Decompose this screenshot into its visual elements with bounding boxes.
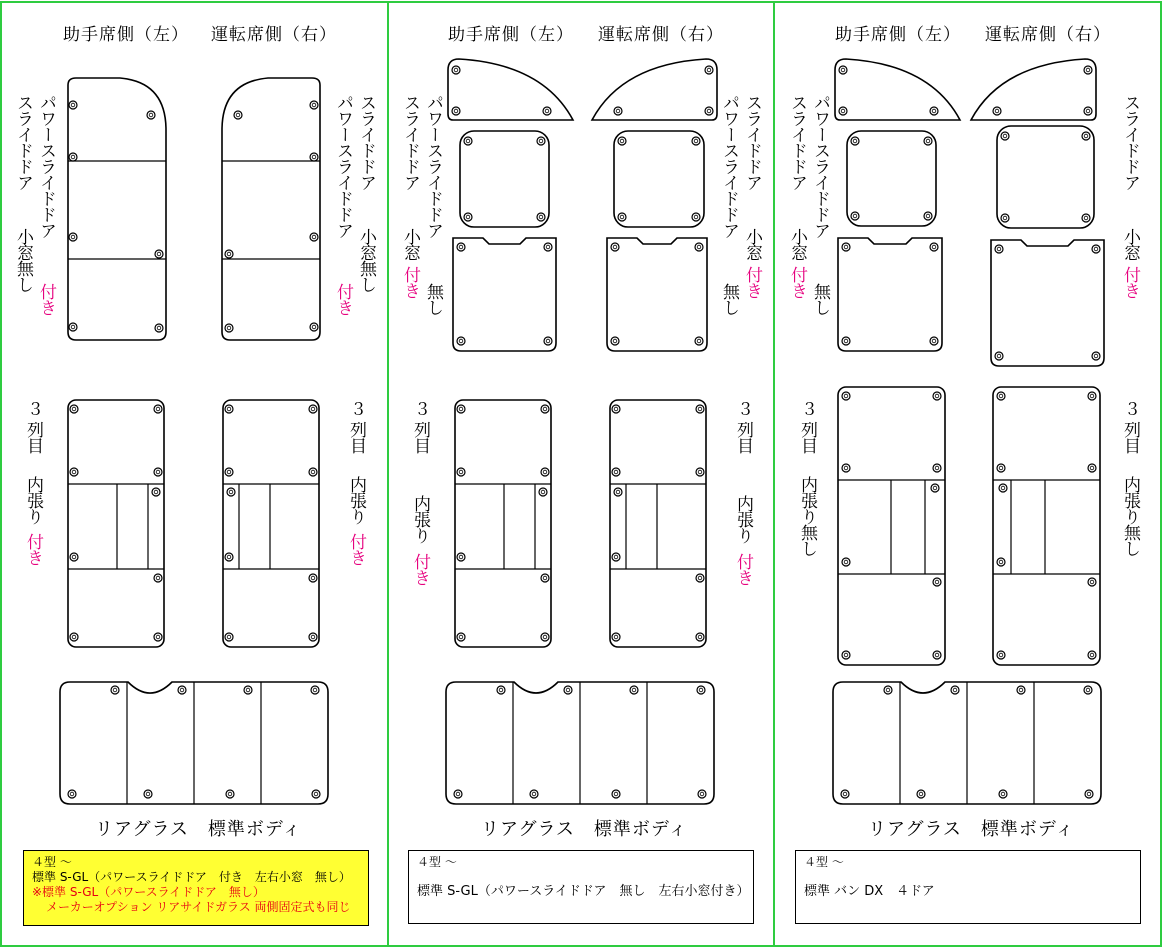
mount-hole [225, 553, 233, 561]
mount-hole [611, 243, 619, 251]
mount-hole [69, 233, 77, 241]
mount-hole [457, 633, 465, 641]
mount-hole [227, 488, 235, 496]
mount-hole [841, 790, 849, 798]
mount-hole [178, 686, 186, 694]
mount-hole [995, 352, 1003, 360]
label-interior-trim: 内張り [410, 495, 430, 543]
label-with: 付き [23, 533, 43, 565]
door-lower-shade [838, 238, 942, 351]
note-line: 標準 S-GL（パワースライドドア 付き 左右小窓 無し） [32, 870, 351, 884]
mount-hole [539, 488, 547, 496]
label-slide-door: スライドドア [356, 94, 376, 190]
label-slide-door: スライドドア [400, 94, 420, 190]
mount-hole [930, 243, 938, 251]
mount-hole [537, 137, 545, 145]
label-power-slide-door: パワースライドドア [36, 94, 56, 238]
label-no-interior-trim: 内張り無し [797, 476, 817, 556]
mount-hole [1017, 686, 1025, 694]
note-line-red: ※標準 S-GL（パワースライドドア 無し） [32, 885, 265, 899]
quarter-window-shade [592, 59, 717, 120]
mount-hole [234, 111, 242, 119]
mount-hole [997, 558, 1005, 566]
note-line-red: メーカーオプション リアサイドガラス 両側固定式も同じ [46, 900, 351, 914]
mount-hole [993, 107, 1001, 115]
mount-hole [564, 686, 572, 694]
mount-hole [1088, 578, 1096, 586]
label-row3: 列目 [797, 421, 817, 453]
door-lower-shade [453, 238, 556, 351]
mount-hole [917, 790, 925, 798]
mount-hole [930, 337, 938, 345]
mount-hole [695, 243, 703, 251]
mount-hole [997, 464, 1005, 472]
label-row3: 列目 [410, 421, 430, 453]
mount-hole [924, 137, 932, 145]
label-with: 付き [36, 283, 56, 315]
note-line: 標準 バン DX ４ドア [804, 884, 935, 899]
mount-hole [541, 633, 549, 641]
small-window-shade [460, 131, 549, 227]
mount-hole [226, 790, 234, 798]
mount-hole [933, 464, 941, 472]
mount-hole [997, 392, 1005, 400]
mount-hole [705, 66, 713, 74]
label-slide-door: スライドドア [1120, 94, 1140, 190]
mount-hole [457, 405, 465, 413]
mount-hole [309, 633, 317, 641]
mount-hole [457, 337, 465, 345]
mount-hole [612, 405, 620, 413]
mount-hole [884, 686, 892, 694]
mount-hole [312, 790, 320, 798]
mount-hole [155, 324, 163, 332]
mount-hole [457, 468, 465, 476]
mount-hole [70, 633, 78, 641]
small-window-shade [847, 131, 936, 226]
label-slide-door: スライドドア [787, 94, 807, 190]
mount-hole [695, 337, 703, 345]
label-with: 付き [742, 266, 762, 298]
label-with: 付き [1120, 266, 1140, 298]
mount-hole [697, 686, 705, 694]
third-row-shade [455, 400, 551, 647]
mount-hole [933, 578, 941, 586]
mount-hole [933, 651, 941, 659]
mount-hole [68, 790, 76, 798]
note-model: ４型 ～ [417, 855, 457, 869]
mount-hole [839, 66, 847, 74]
label-none: 無し [719, 283, 739, 315]
mount-hole [225, 324, 233, 332]
label-no-interior-trim: 内張り無し [1120, 476, 1140, 556]
mount-hole [1092, 245, 1100, 253]
mount-hole [310, 323, 318, 331]
third-row-shade [68, 400, 164, 647]
mount-hole [951, 686, 959, 694]
mount-hole [464, 213, 472, 221]
mount-hole [497, 686, 505, 694]
mount-hole [933, 392, 941, 400]
mount-hole [69, 323, 77, 331]
mount-hole [310, 101, 318, 109]
note-line: 標準 S-GL（パワースライドドア 無し 左右小窓付き） [417, 884, 750, 899]
label-interior-trim: 内張り [733, 495, 753, 543]
mount-hole [541, 574, 549, 582]
header-driver-side: 運転席側（右） [211, 25, 337, 45]
mount-hole [309, 468, 317, 476]
mount-hole [611, 337, 619, 345]
label-with: 付き [733, 553, 753, 585]
label-power-slide-door: パワースライドドア [423, 94, 443, 238]
label-row3: 列目 [23, 421, 43, 453]
label-small-window: 小窓 [1120, 228, 1140, 260]
mount-hole [244, 686, 252, 694]
mount-hole [630, 686, 638, 694]
third-row-shade [993, 387, 1100, 665]
header-passenger-side: 助手席側（左） [448, 25, 574, 45]
label-none: 無し [810, 283, 830, 315]
caption-rear-glass: リアグラス 標準ボディ [868, 819, 1075, 840]
label-none: 無し [423, 283, 443, 315]
label-row3-number: ３ [410, 400, 430, 416]
mount-hole [842, 651, 850, 659]
mount-hole [614, 488, 622, 496]
mount-hole [1001, 132, 1009, 140]
mount-hole [999, 484, 1007, 492]
mount-hole [154, 633, 162, 641]
label-row3-number: ３ [346, 400, 366, 416]
mount-hole [1082, 214, 1090, 222]
quarter-window-shade [448, 59, 573, 120]
mount-hole [842, 243, 850, 251]
mount-hole [612, 553, 620, 561]
mount-hole [696, 405, 704, 413]
mount-hole [842, 337, 850, 345]
label-with: 付き [346, 533, 366, 565]
mount-hole [1082, 132, 1090, 140]
mount-hole [310, 233, 318, 241]
mount-hole [147, 111, 155, 119]
mount-hole [692, 213, 700, 221]
label-row3-number: ３ [733, 400, 753, 416]
mount-hole [851, 212, 859, 220]
label-with: 付き [333, 283, 353, 315]
mount-hole [612, 633, 620, 641]
mount-hole [1088, 464, 1096, 472]
label-with: 付き [400, 266, 420, 298]
label-interior-trim: 内張り [346, 476, 366, 524]
caption-rear-glass: リアグラス 標準ボディ [95, 819, 302, 840]
mount-hole [1084, 66, 1092, 74]
label-small-window: 小窓 [400, 228, 420, 260]
header-passenger-side: 助手席側（左） [63, 25, 189, 45]
mount-hole [225, 468, 233, 476]
mount-hole [544, 337, 552, 345]
mount-hole [1088, 392, 1096, 400]
small-window-shade [614, 131, 704, 227]
mount-hole [698, 790, 706, 798]
mount-hole [995, 245, 1003, 253]
mount-hole [225, 405, 233, 413]
third-row-shade [610, 400, 706, 647]
label-slide-door: スライドドア [13, 94, 33, 190]
label-no-small-window: 小窓無し [356, 228, 376, 292]
mount-hole [997, 651, 1005, 659]
mount-hole [842, 464, 850, 472]
mount-hole [614, 107, 622, 115]
mount-hole [311, 686, 319, 694]
mount-hole [543, 107, 551, 115]
label-with: 付き [410, 553, 430, 585]
mount-hole [225, 250, 233, 258]
label-row3-number: ３ [797, 400, 817, 416]
mount-hole [851, 137, 859, 145]
mount-hole [692, 137, 700, 145]
third-row-shade [223, 400, 319, 647]
mount-hole [696, 633, 704, 641]
label-with: 付き [787, 266, 807, 298]
mount-hole [618, 213, 626, 221]
note-model: ４型 ～ [804, 855, 844, 869]
header-passenger-side: 助手席側（左） [835, 25, 961, 45]
mount-hole [152, 488, 160, 496]
door-lower-shade [607, 238, 707, 351]
mount-hole [696, 574, 704, 582]
mount-hole [154, 405, 162, 413]
note-box-van-dx [795, 850, 1141, 924]
label-no-small-window: 小窓無し [13, 228, 33, 292]
small-window-shade [997, 126, 1094, 228]
mount-hole [537, 213, 545, 221]
mount-hole [1085, 790, 1093, 798]
mount-hole [457, 553, 465, 561]
note-box-sgl [408, 850, 754, 924]
mount-hole [111, 686, 119, 694]
quarter-window-shade [971, 59, 1096, 120]
mount-hole [999, 790, 1007, 798]
mount-hole [310, 153, 318, 161]
mount-hole [309, 574, 317, 582]
label-power-slide-door: パワースライドドア [810, 94, 830, 238]
mount-hole [612, 790, 620, 798]
mount-hole [452, 66, 460, 74]
note-model: ４型 ～ [32, 855, 72, 869]
label-small-window: 小窓 [742, 228, 762, 260]
label-row3-number: ３ [23, 400, 43, 416]
mount-hole [618, 137, 626, 145]
mount-hole [69, 153, 77, 161]
mount-hole [1084, 107, 1092, 115]
mount-hole [464, 137, 472, 145]
mount-hole [696, 468, 704, 476]
mount-hole [842, 558, 850, 566]
quarter-window-shade [835, 59, 960, 120]
mount-hole [612, 468, 620, 476]
mount-hole [70, 405, 78, 413]
mount-hole [69, 101, 77, 109]
mount-hole [530, 790, 538, 798]
mount-hole [541, 468, 549, 476]
note-box-sgl-power [23, 850, 369, 926]
label-slide-door: スライドドア [742, 94, 762, 190]
mount-hole [70, 468, 78, 476]
label-row3: 列目 [733, 421, 753, 453]
mount-hole [1084, 686, 1092, 694]
mount-hole [1001, 214, 1009, 222]
mount-hole [309, 405, 317, 413]
mount-hole [930, 107, 938, 115]
mount-hole [541, 405, 549, 413]
mount-hole [155, 250, 163, 258]
mount-hole [154, 468, 162, 476]
mount-hole [457, 243, 465, 251]
mount-hole [544, 243, 552, 251]
mount-hole [705, 107, 713, 115]
door-lower-shade [991, 240, 1104, 366]
mount-hole [839, 107, 847, 115]
label-power-slide-door: パワースライドドア [333, 94, 353, 238]
mount-hole [1092, 352, 1100, 360]
mount-hole [1088, 651, 1096, 659]
header-driver-side: 運転席側（右） [985, 25, 1111, 45]
label-row3: 列目 [1120, 421, 1140, 453]
mount-hole [842, 392, 850, 400]
mount-hole [924, 212, 932, 220]
caption-rear-glass: リアグラス 標準ボディ [481, 819, 688, 840]
mount-hole [225, 633, 233, 641]
label-row3-number: ３ [1120, 400, 1140, 416]
mount-hole [70, 553, 78, 561]
header-driver-side: 運転席側（右） [598, 25, 724, 45]
label-row3: 列目 [346, 421, 366, 453]
mount-hole [931, 484, 939, 492]
mount-hole [454, 790, 462, 798]
label-small-window: 小窓 [787, 228, 807, 260]
mount-hole [452, 107, 460, 115]
mount-hole [144, 790, 152, 798]
mount-hole [154, 574, 162, 582]
label-interior-trim: 内張り [23, 476, 43, 524]
label-power-slide-door: パワースライドドア [719, 94, 739, 238]
